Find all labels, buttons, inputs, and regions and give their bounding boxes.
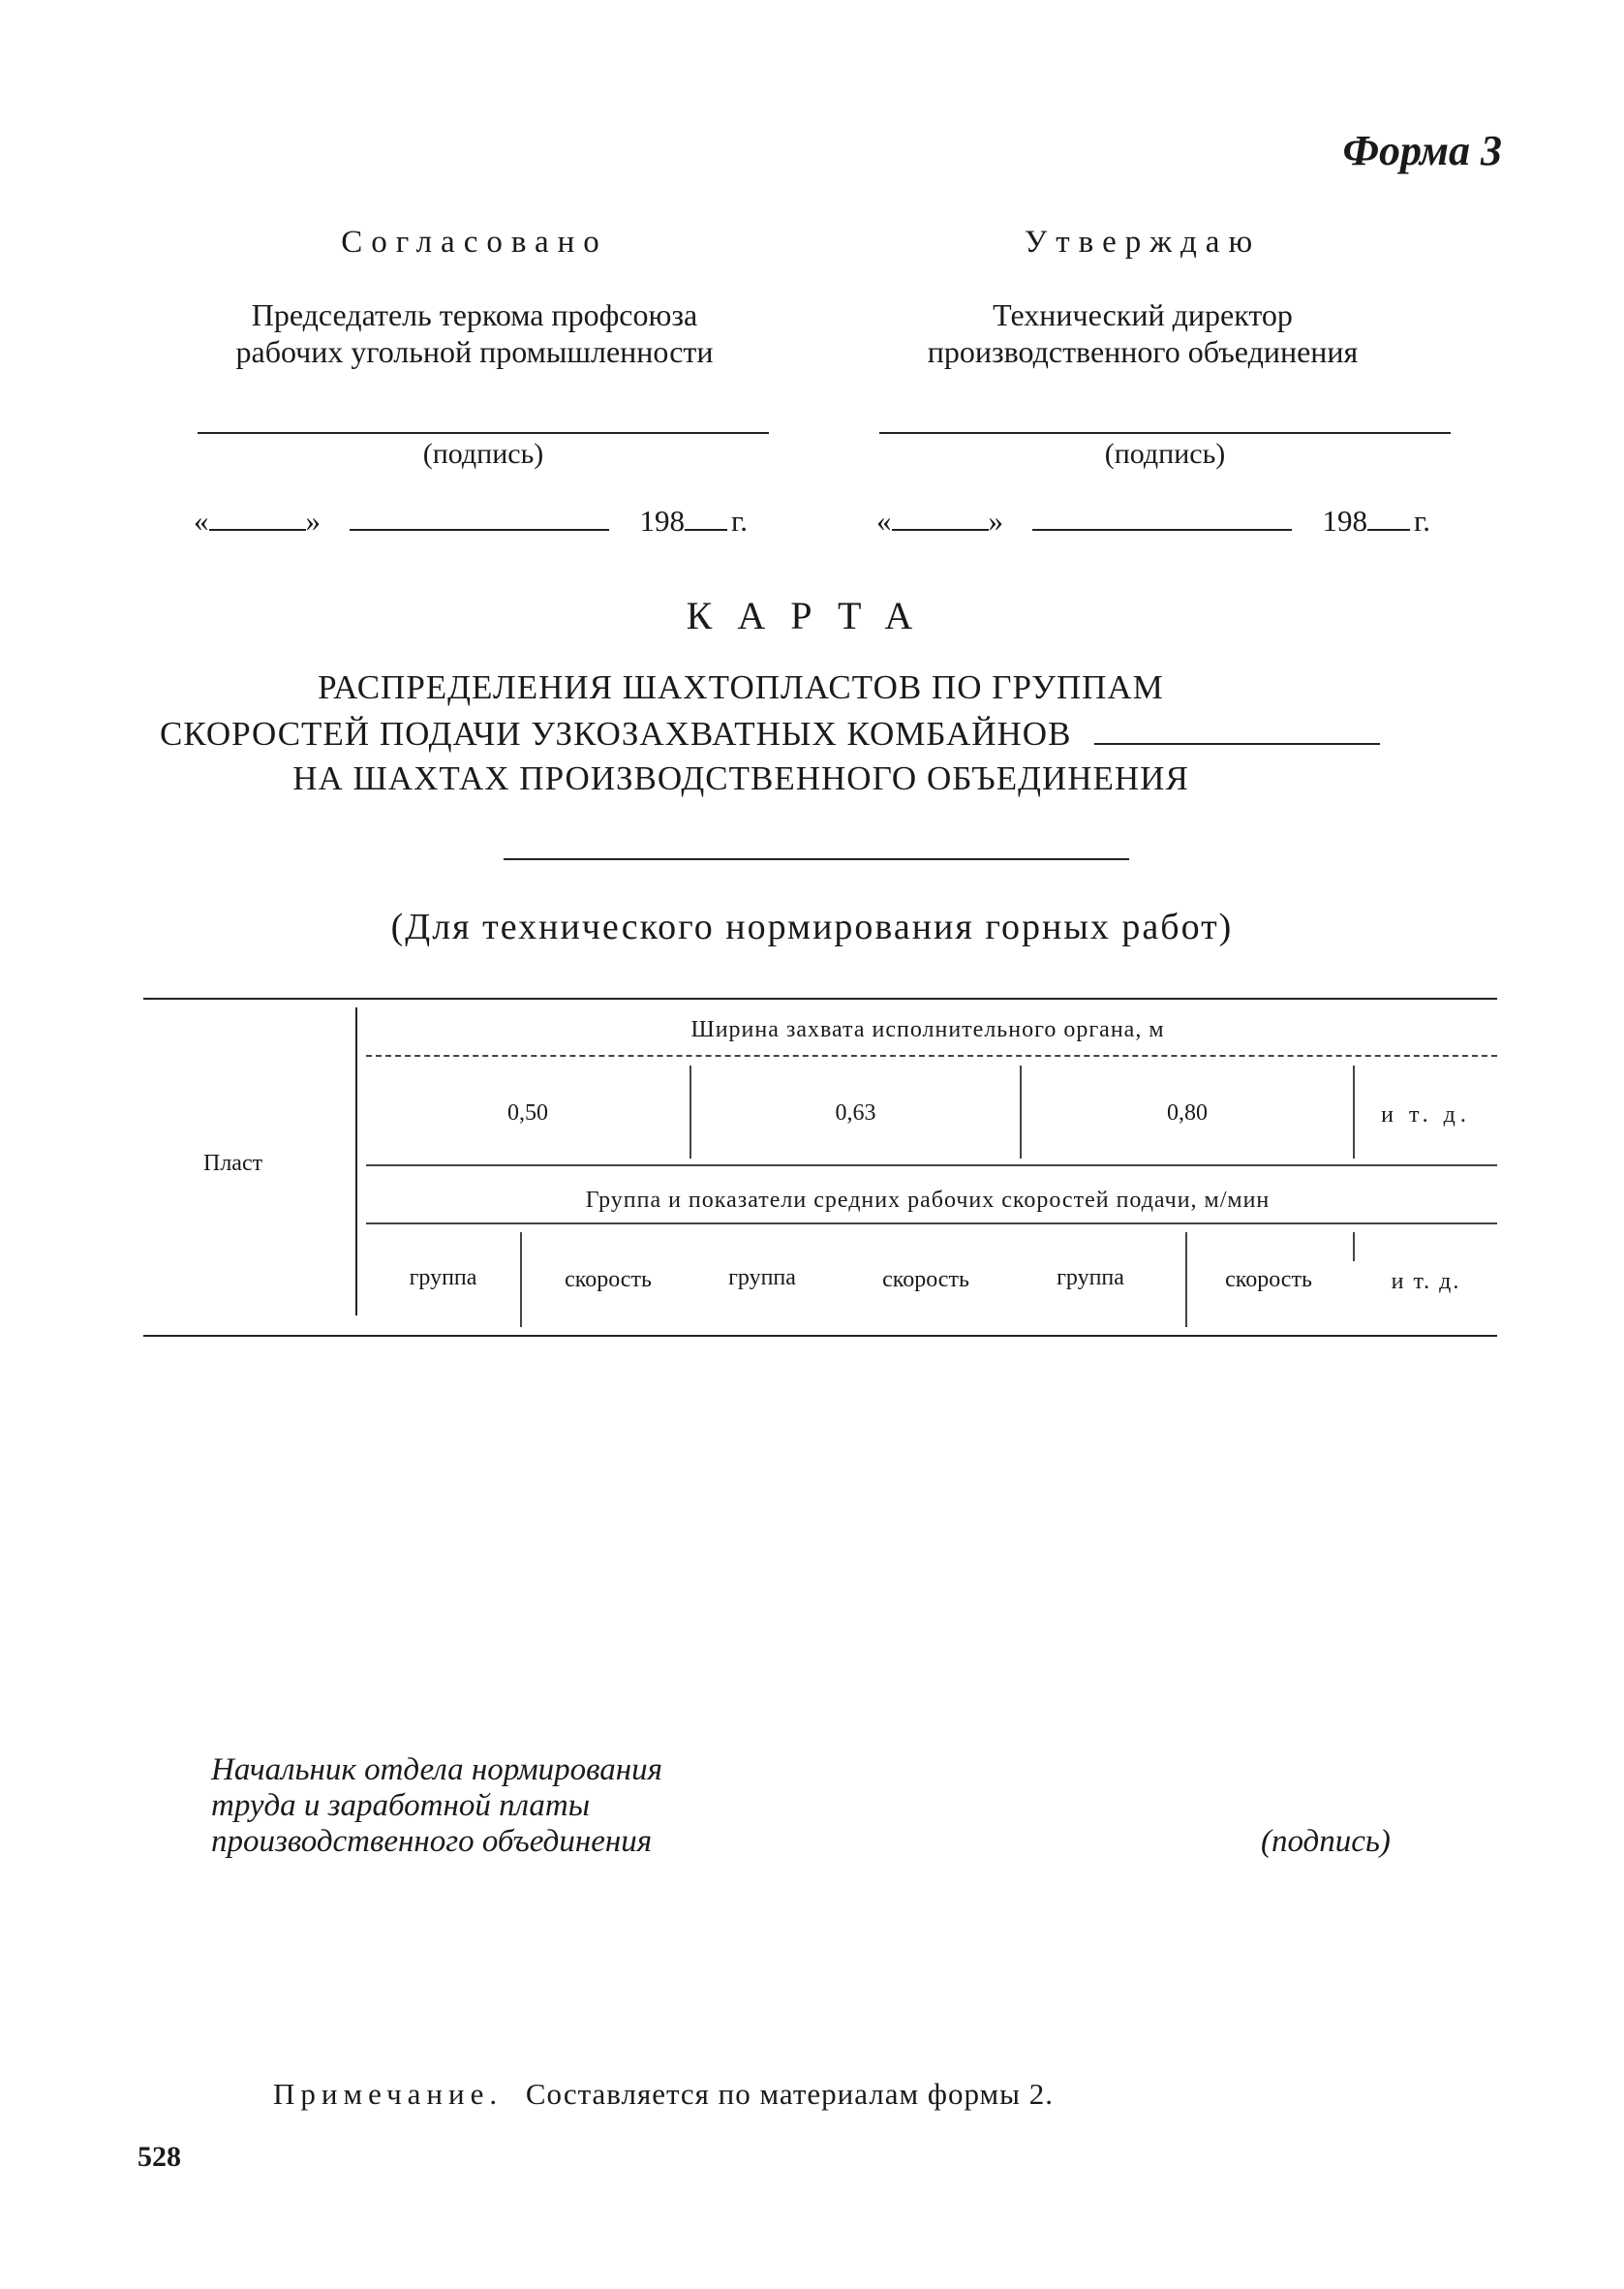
form-label: Форма 3 [1342,127,1502,174]
sub-col-speed-2: скорость [882,1267,969,1292]
width-value-etc: и т. д. [1381,1102,1471,1128]
subtitle-line-3: НА ШАХТАХ ПРОИЗВОДСТВЕННОГО ОБЪЕДИНЕНИЯ [292,759,1189,797]
note-label: Примечание. [273,2077,504,2111]
year-blank [685,504,727,531]
sub-col-divider-3 [1353,1232,1355,1261]
date-open-quote: « [194,504,209,538]
date-year: 198 [639,504,685,538]
day-blank [892,504,989,531]
group-header-rule [366,1222,1497,1224]
table-bottom-rule [143,1335,1497,1337]
table-top-rule [143,998,1497,1000]
subtitle-line-2-row [160,711,1516,758]
purpose-note: (Для технического нормирования горных работ) [390,907,1234,947]
sub-col-etc: и т. д. [1391,1269,1461,1294]
row-header-plast: Пласт [203,1151,263,1176]
approved-line-2: производственного объединения [927,334,1359,369]
agreed-line-1: Председатель теркома профсоюза [251,297,698,332]
date-year: 198 [1322,504,1367,538]
chief-line-2: труда и заработной платы [211,1788,591,1823]
year-blank [1367,504,1410,531]
doc-title: КАРТА [686,594,938,637]
day-blank [209,504,306,531]
note-text: Составляется по материалам формы 2. [525,2077,1054,2111]
org-name-blank [504,858,1129,860]
width-value-0-63: 0,63 [835,1100,876,1126]
group-header-top-rule [366,1164,1497,1166]
date-close-quote: » [305,504,321,538]
page-number: 528 [138,2141,181,2173]
date-year-suffix: г. [731,504,748,538]
date-open-quote: « [876,504,892,538]
month-blank [350,504,609,531]
approved-line-1: Технический директор [993,297,1293,332]
sub-col-group-1: группа [409,1265,477,1290]
chief-line-1: Начальник отдела нормирования [211,1752,662,1787]
width-value-0-80: 0,80 [1167,1100,1208,1126]
agreed-line-2: рабочих угольной промышленности [235,334,714,369]
subtitle-line-1: РАСПРЕДЕЛЕНИЯ ШАХТОПЛАСТОВ ПО ГРУППАМ [318,668,1164,706]
sub-col-speed-1: скорость [565,1267,652,1292]
group-header: Группа и показатели средних рабочих скоростей подачи, м/мин [585,1188,1271,1213]
chief-line-3: производственного объединения [211,1824,653,1859]
row-header-divider [355,1007,357,1315]
month-blank [1032,504,1292,531]
sub-col-group-2: группа [728,1265,796,1290]
agreed-signature-caption: (подпись) [422,438,544,470]
width-header-rule [366,1055,1497,1057]
width-value-0-50: 0,50 [507,1100,548,1126]
approved-signature-line [879,432,1451,434]
note [273,2077,1054,2112]
agreed-heading: Согласовано [341,225,608,260]
agreed-signature-line [198,432,769,434]
sub-col-speed-3: скорость [1225,1267,1312,1292]
subtitle-line-2: СКОРОСТЕЙ ПОДАЧИ УЗКОЗАХВАТНЫХ КОМБАЙНОВ [160,715,1072,753]
width-header: Ширина захвата исполнительного органа, м [690,1017,1165,1042]
date-close-quote: » [988,504,1003,538]
approved-heading: Утверждаю [1024,225,1262,260]
combine-type-blank [1094,724,1380,745]
chief-signature-caption: (подпись) [1261,1824,1391,1859]
approved-date-row [876,504,1477,539]
agreed-date-row [194,504,775,539]
sub-col-group-3: группа [1057,1265,1124,1290]
date-year-suffix: г. [1414,504,1430,538]
approved-signature-caption: (подпись) [1104,438,1226,470]
